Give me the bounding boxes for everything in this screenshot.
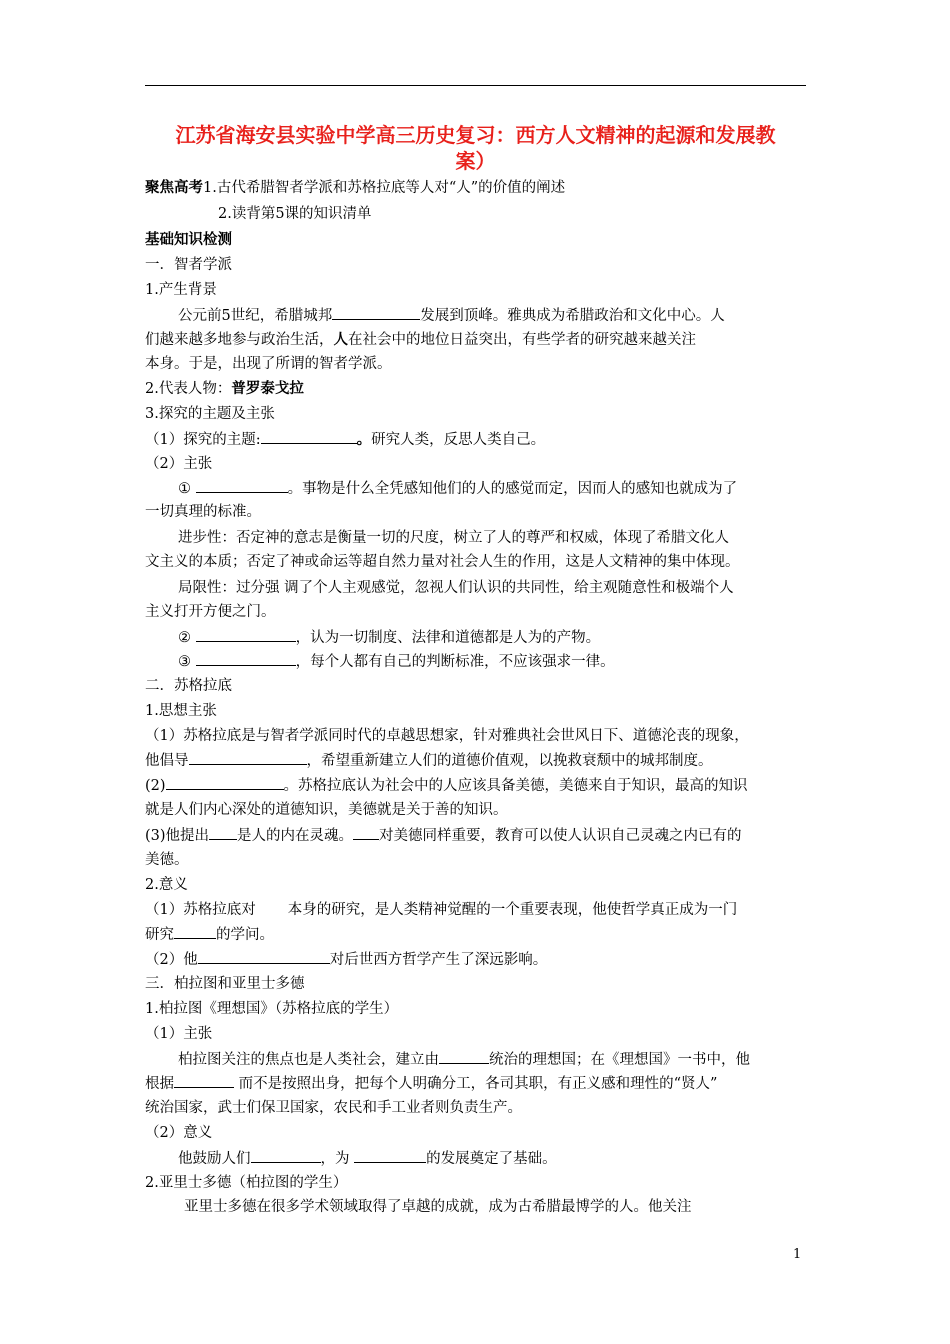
idea-para-3-line-1: (3)他提出 是人的内在灵魂。 对美德同样重要，教育可以使人认识自己灵魂之内已有的: [145, 825, 742, 846]
plato-claim-line-3: 统治国家，武士们保卫国家，农民和手工业者则负责生产。: [145, 1100, 522, 1116]
plato-title: 1.柏拉图《理想国》（苏格拉底的学生）: [145, 1001, 399, 1017]
idea-para-1-line-1: （1）苏格拉底是与智者学派同时代的卓越思想家，针对雅典社会世风日下、道德沦丧的现象，: [145, 728, 749, 744]
title-line-1: 江苏省海安县实验中学高三历史复习：西方人文精神的起源和发展教: [175, 123, 776, 147]
background-para-line-3: 本身。于是，出现了所谓的智者学派。: [145, 356, 392, 372]
section-basic-heading: 基础知识检测: [145, 232, 232, 248]
blank-line: [198, 949, 330, 964]
idea-title: 1.思想主张: [145, 703, 217, 719]
claim-1-line-2: 一切真理的标准。: [145, 504, 261, 520]
blank-line: [209, 825, 237, 840]
background-para-line-1: 公元前5世纪，希腊城邦 发展到顶峰。雅典成为希腊政治和文化中心。人: [178, 305, 725, 326]
representative-name: 普罗泰戈拉: [231, 381, 304, 397]
section-2-heading: 二．苏格拉底: [145, 678, 232, 694]
focus-item-2: 2.读背第5课的知识清单: [218, 206, 372, 222]
theme-title: 3.探究的主题及主张: [145, 406, 275, 422]
limit-line-1: 局限性：过分强 调了个人主观感觉，忽视人们认识的共同性，给主观随意性和极端个人: [178, 580, 734, 596]
claim-3: ③ ，每个人都有自己的判断标准，不应该强求一律。: [178, 651, 615, 672]
plato-sig-line-1: 他鼓励人们 ，为 的发展奠定了基础。: [178, 1148, 557, 1169]
plato-claim-title: （1）主张: [145, 1026, 213, 1042]
idea-para-3-line-2: 美德。: [145, 852, 189, 868]
blank-line: [189, 750, 307, 765]
idea-para-1-line-2: 他倡导 ，希望重新建立人们的道德价值观，以挽救衰颓中的城邦制度。: [145, 750, 713, 771]
limit-line-2: 主义打开方便之门。: [145, 604, 276, 620]
representative-line: 2.代表人物：普罗泰戈拉: [145, 381, 304, 397]
blank-line: [353, 825, 379, 840]
header-rule: [145, 85, 806, 86]
significance-title: 2.意义: [145, 877, 188, 893]
blank-line: [354, 1148, 426, 1163]
section-3-heading: 三．柏拉图和亚里士多德: [145, 976, 305, 992]
aristotle-line-1: 亚里士多德在很多学术领域取得了卓越的成就，成为古希腊最博学的人。他关注: [184, 1199, 692, 1215]
blank-line: [439, 1049, 489, 1064]
idea-para-2-line-1: (2) 。苏格拉底认为社会中的人应该具备美德，美德来自于知识，最高的知识: [145, 775, 748, 796]
blank-line: [261, 429, 357, 444]
significance-line-1: （1）苏格拉底对 本身的研究，是人类精神觉醒的一个重要表现，他使哲学真正成为一门: [145, 902, 738, 918]
blank-line: [166, 775, 284, 790]
background-title: 1.产生背景: [145, 282, 217, 298]
progress-line-1: 进步性：否定神的意志是衡量一切的尺度，树立了人的尊严和权威，体现了希腊文化人: [178, 530, 729, 546]
claim-1-line-1: ① 。事物是什么全凭感知他们的人的感觉而定，因而人的感知也就成为了: [178, 478, 737, 499]
plato-claim-line-1: 柏拉图关注的焦点也是人类社会，建立由 统治的理想国；在《理想国》一书中，他: [178, 1049, 750, 1070]
significance-line-3: （2）他 对后世西方哲学产生了深远影响。: [145, 949, 547, 970]
blank-line: [196, 651, 296, 666]
blank-line: [196, 478, 288, 493]
section-1-heading: 一．智者学派: [145, 257, 232, 273]
blank-line: [332, 305, 420, 320]
title-line-2: 案）: [455, 149, 496, 173]
focus-line-1: [145, 178, 565, 198]
idea-para-2-line-2: 就是人们内心深处的道德知识，美德就是关于善的知识。: [145, 802, 508, 818]
document-title: [140, 122, 811, 174]
theme-line-2: （2）主张: [145, 456, 213, 472]
blank-line: [174, 1073, 234, 1088]
plato-sig-title: （2）意义: [145, 1125, 213, 1141]
claim-2: ② ，认为一切制度、法律和道德都是人为的产物。: [178, 627, 600, 648]
plato-claim-line-2: 根据 而不是按照出身，把每个人明确分工，各司其职，有正义感和理性的“贤人”: [145, 1073, 717, 1094]
blank-line: [251, 1148, 321, 1163]
background-para-line-2: 们越来越多地参与政治生活，人在社会中的地位日益突出，有些学者的研究越来越关注: [145, 332, 696, 348]
theme-line-1: （1）探究的主题: 。研究人类，反思人类自己。: [145, 429, 545, 450]
blank-line: [196, 627, 296, 642]
aristotle-title: 2.亚里士多德（柏拉图的学生）: [145, 1175, 348, 1191]
focus-label: 聚焦高考: [145, 180, 203, 196]
blank-line: [174, 924, 216, 939]
page-number: 1: [793, 1247, 802, 1262]
focus-item-1: 1.古代希腊智者学派和苏格拉底等人对“人”的价值的阐述: [203, 180, 566, 196]
significance-line-2: 研究 的学问。: [145, 924, 274, 945]
progress-line-2: 文主义的本质；否定了神或命运等超自然力量对社会人生的作用，这是人文精神的集中体现。: [145, 554, 740, 570]
